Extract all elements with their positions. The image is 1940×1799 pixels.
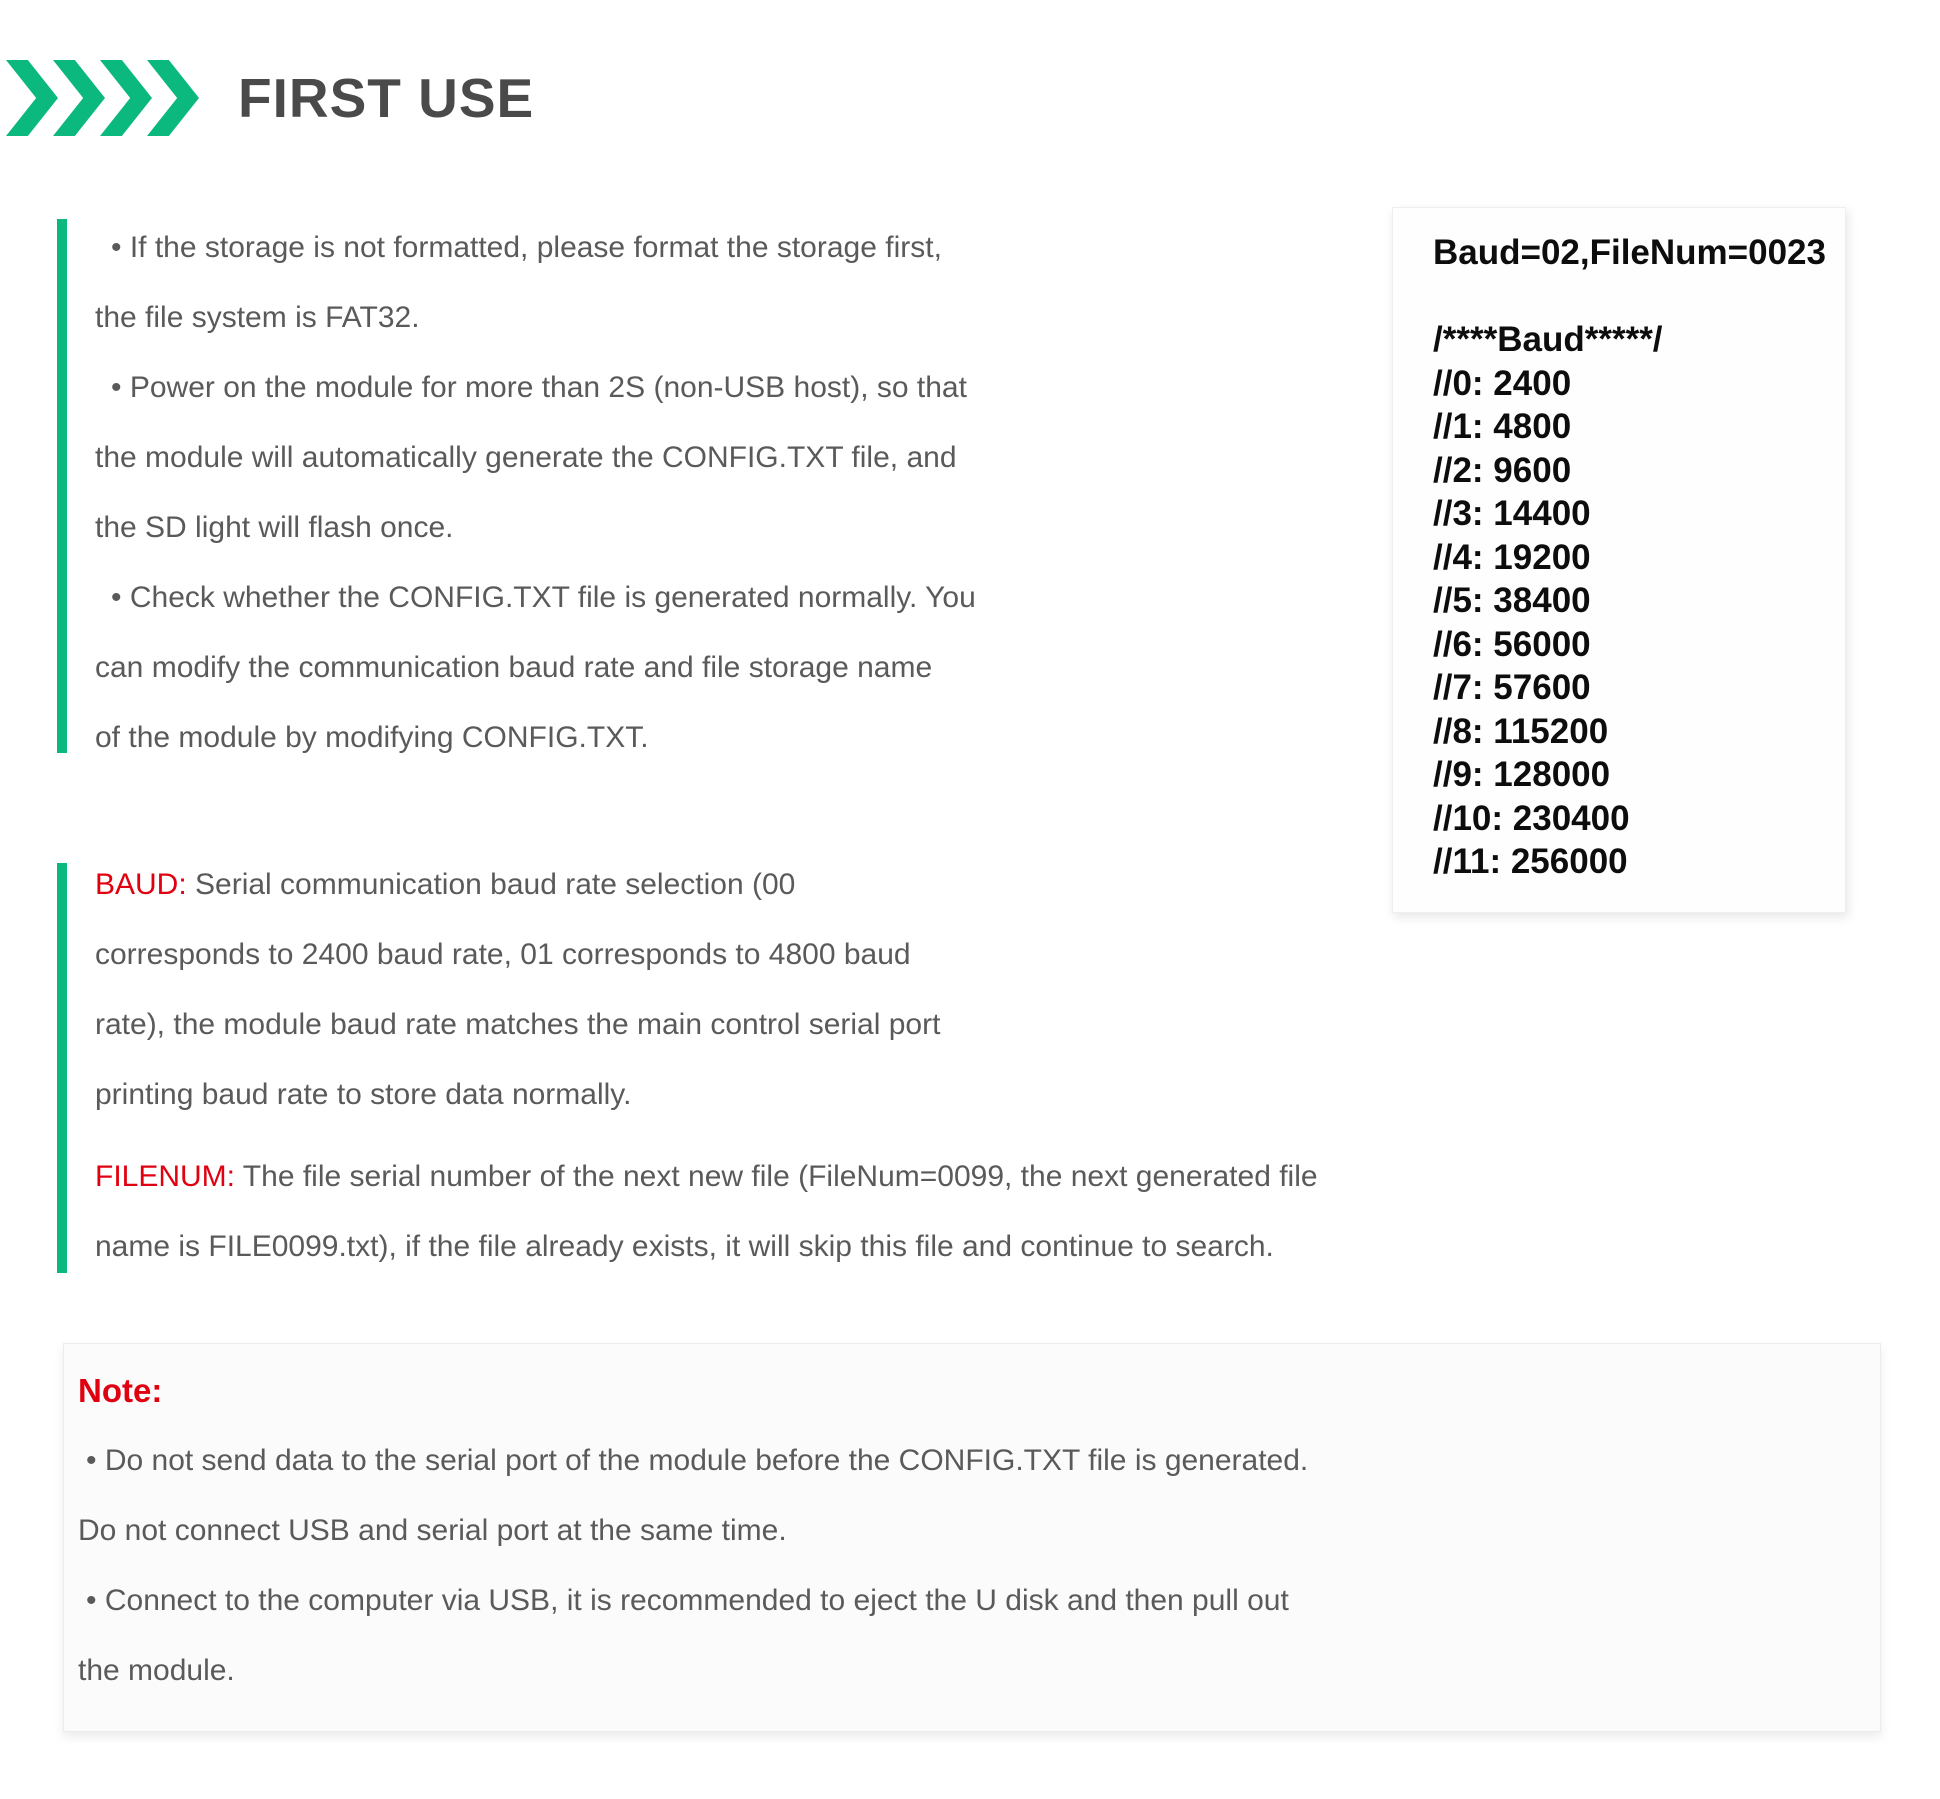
baud-description-line: corresponds to 2400 baud rate, 01 corresponds to 4800 baud (95, 938, 911, 971)
baud-description-line: printing baud rate to store data normally. (95, 1078, 632, 1111)
accent-bar (57, 863, 67, 1273)
list-line: the module will automatically generate the CONFIG.TXT file, and (95, 441, 957, 474)
note-line: • Do not send data to the serial port of the module before the CONFIG.TXT file is generated. (86, 1444, 1309, 1477)
list-line: • Check whether the CONFIG.TXT file is generated normally. You (111, 581, 976, 614)
filenum-description-line (95, 1142, 1895, 1212)
config-comment: /****Baud*****/ (1433, 320, 1663, 359)
baud-label: BAUD: (95, 868, 187, 901)
baud-option: //5: 38400 (1433, 581, 1591, 620)
chevron-right-icon (147, 60, 199, 136)
baud-filenum-section (95, 850, 1895, 1282)
baud-option: //1: 4800 (1433, 407, 1572, 446)
note-line: Do not connect USB and serial port at the same time. (78, 1514, 787, 1547)
note-label: Note: (78, 1372, 163, 1409)
config-header-line: Baud=02,FileNum=0023 (1433, 233, 1826, 272)
baud-option: //11: 256000 (1433, 842, 1628, 881)
baud-text: Serial communication baud rate selection (00 (186, 868, 796, 901)
list-line: • If the storage is not formatted, please format the storage first, (111, 231, 942, 264)
list-line: the SD light will flash once. (95, 511, 454, 544)
baud-option: //6: 56000 (1433, 624, 1591, 664)
chevron-right-icon (100, 60, 152, 136)
list-line: the file system is FAT32. (95, 301, 420, 334)
filenum-label: FILENUM: (95, 1160, 236, 1193)
note-line: • Connect to the computer via USB, it is recommended to eject the U disk and then pull out (86, 1584, 1289, 1617)
blank-line (1433, 275, 1845, 319)
accent-bar (57, 219, 67, 753)
list-line: can modify the communication baud rate and file storage name (95, 651, 933, 684)
baud-option: //7: 57600 (1433, 668, 1591, 707)
note-line: the module. (78, 1654, 235, 1687)
list-line: • Power on the module for more than 2S (non-USB host), so that (111, 371, 967, 404)
filenum-description-line: name is FILE0099.txt), if the file already exists, it will skip this file and continue to search. (95, 1230, 1274, 1263)
baud-option: //9: 128000 (1433, 755, 1611, 794)
first-use-list (95, 213, 1235, 773)
baud-option: //10: 230400 (1433, 798, 1630, 838)
baud-option: //0: 2400 (1433, 363, 1572, 403)
chevron-right-icon (53, 60, 105, 136)
filenum-description (95, 1142, 1895, 1282)
chevron-right-icon (6, 60, 58, 136)
baud-option: //2: 9600 (1433, 450, 1572, 490)
list-line: of the module by modifying CONFIG.TXT. (95, 721, 649, 754)
quadruple-chevron-right-icon (6, 60, 194, 136)
note-box (63, 1343, 1881, 1732)
baud-option: //8: 115200 (1433, 711, 1609, 751)
baud-description-line: rate), the module baud rate matches the main control serial port (95, 1008, 941, 1041)
baud-description-line (95, 850, 1895, 920)
filenum-text: The file serial number of the next new file (FileNum=0099, the next generated file (235, 1160, 1318, 1193)
baud-option: //3: 14400 (1433, 494, 1591, 533)
section-header (6, 60, 534, 136)
config-file-preview (1392, 207, 1846, 913)
baud-option: //4: 19200 (1433, 537, 1591, 577)
page-title: FIRST USE (238, 67, 535, 129)
